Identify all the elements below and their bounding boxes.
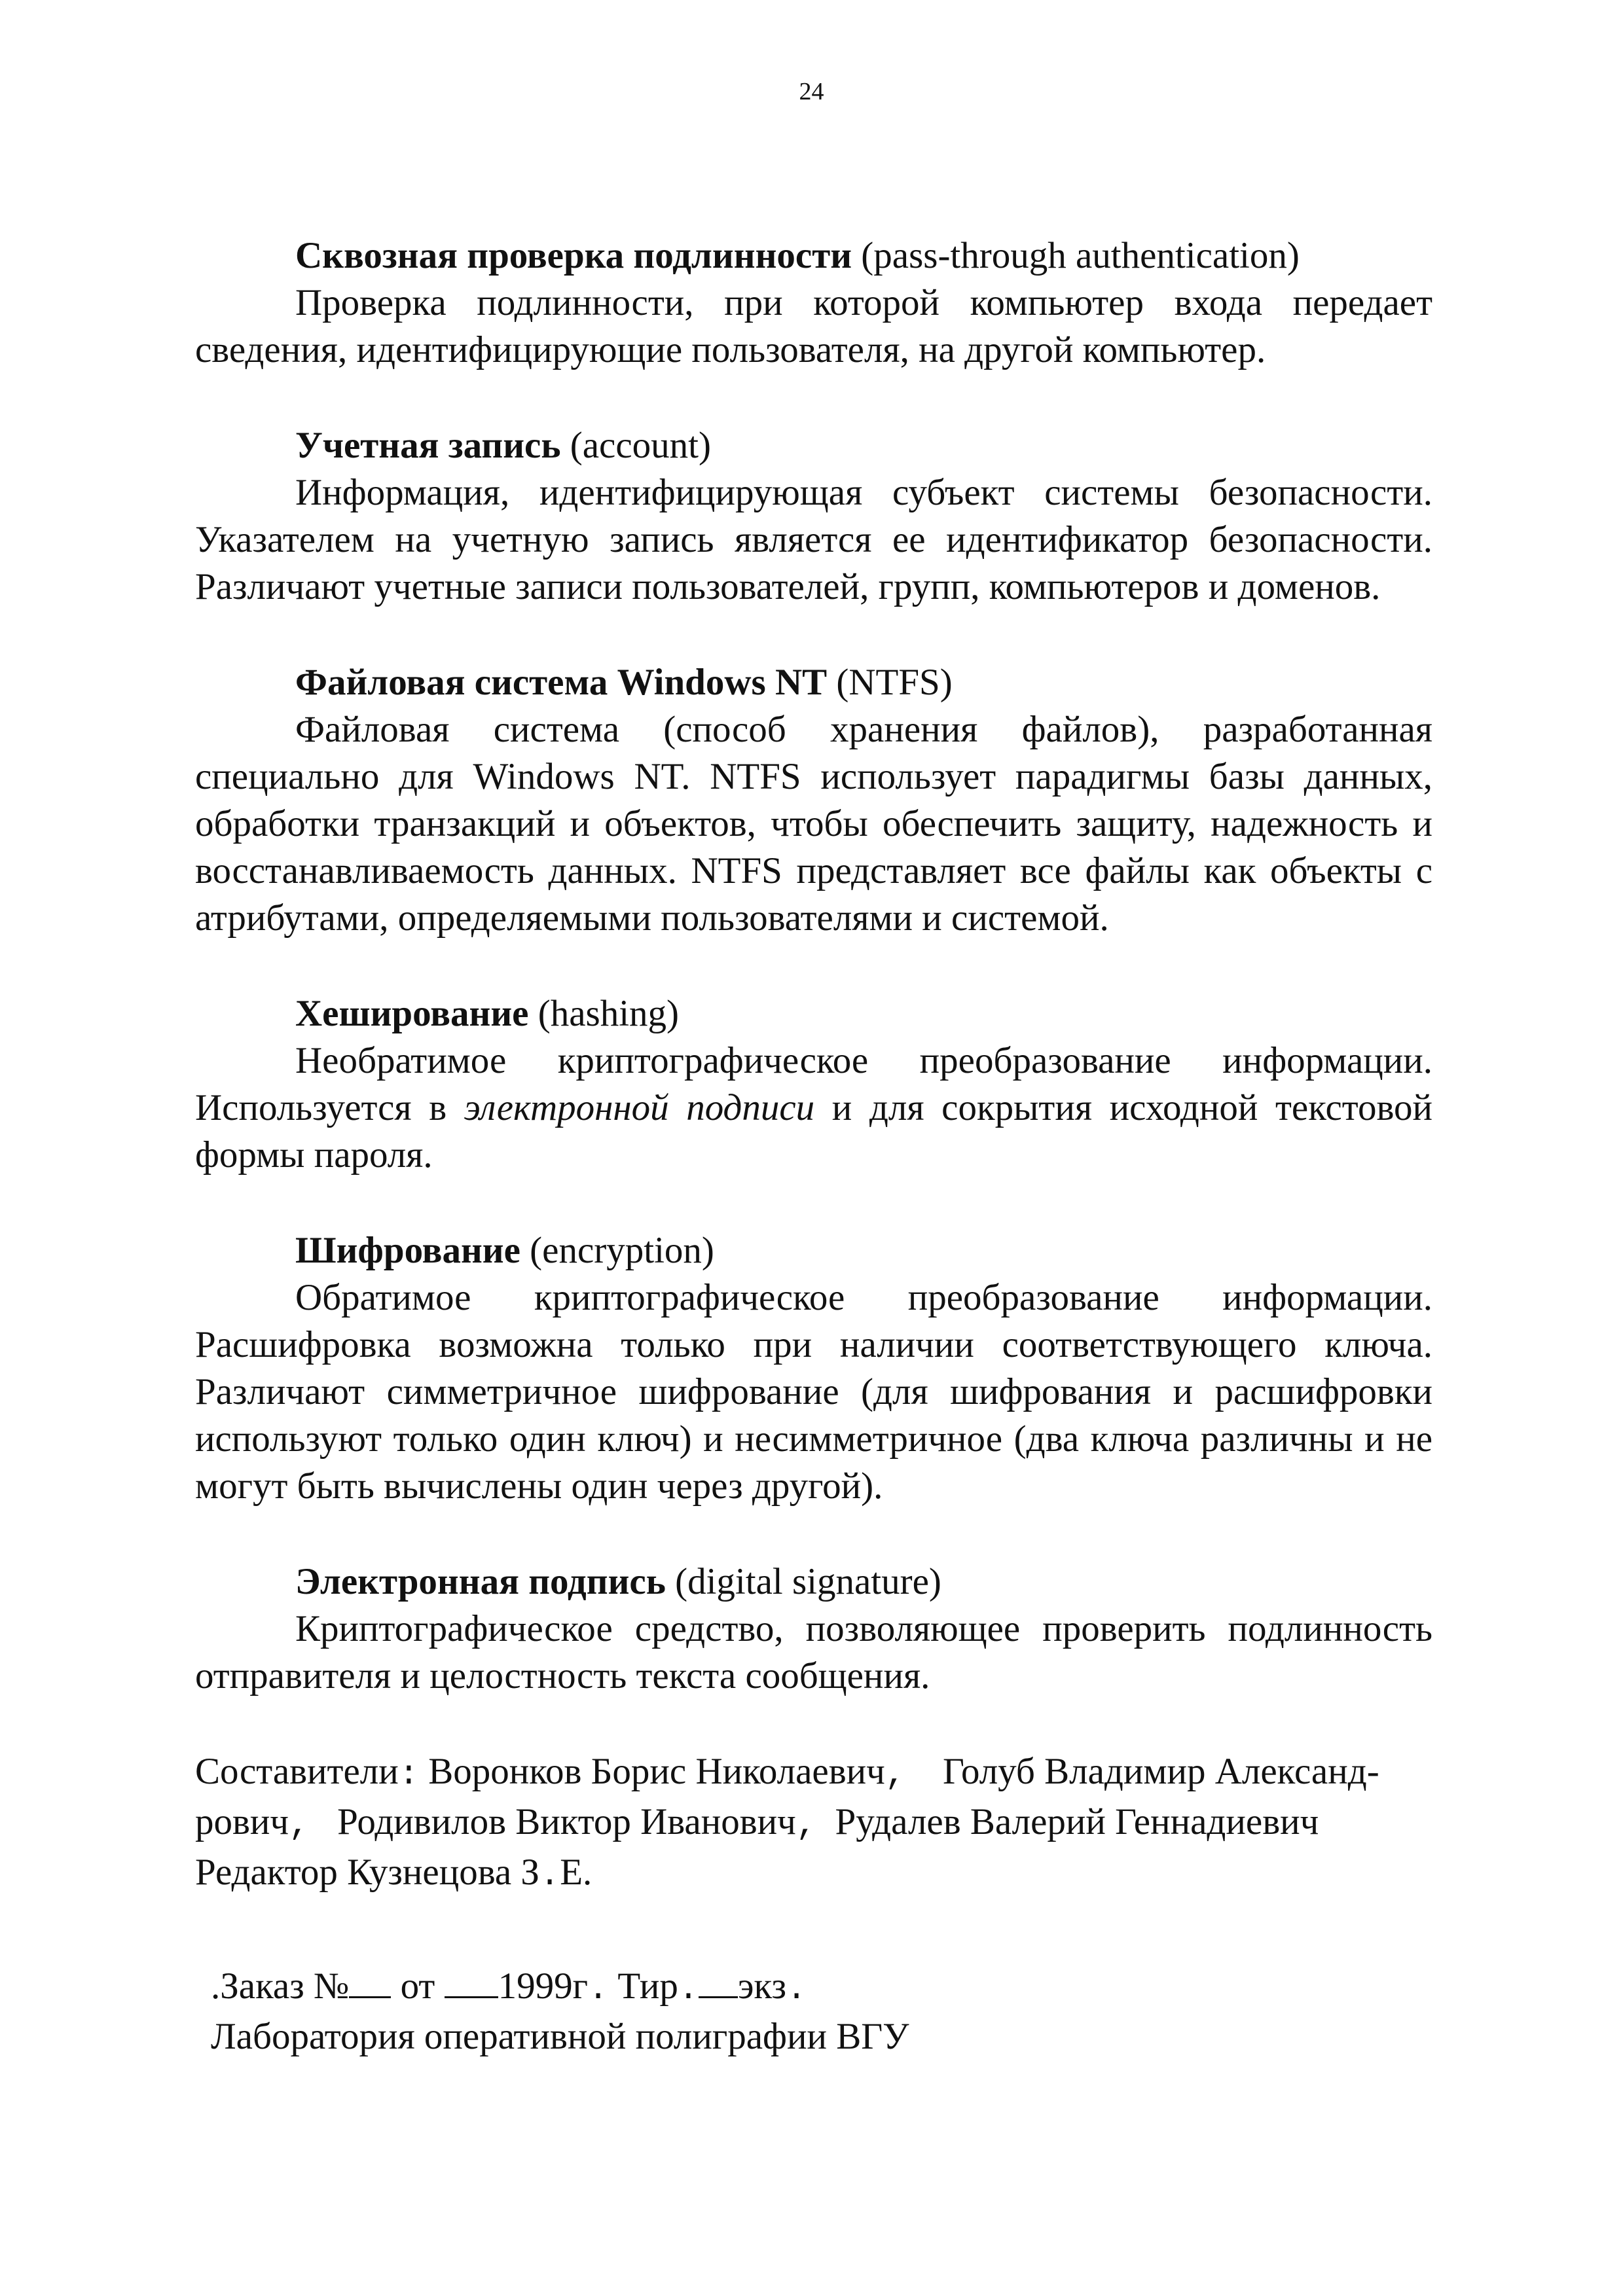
glossary-entry	[195, 232, 1432, 374]
definition-text: Необратимое криптографическое преобразование информации. Используется в	[195, 1040, 1432, 1128]
comma: ,	[884, 1755, 906, 1794]
print-run-label: Тир	[617, 1965, 678, 2007]
term-english: (digital signature)	[675, 1561, 941, 1602]
author-name: Родивилов Виктор Иванович	[337, 1801, 796, 1842]
term-english: (encryption)	[530, 1230, 714, 1271]
authors-line	[195, 1799, 1432, 1849]
editor-name: Е.	[560, 1852, 593, 1893]
dot: .	[587, 1970, 609, 2009]
definition-text: и для сокрытия исходной текстовой формы пароля.	[195, 1087, 1432, 1175]
lab-line: Лаборатория оперативной полиграфии ВГУ	[211, 2016, 909, 2057]
glossary-entry	[195, 1227, 1432, 1510]
term-title: Хеширование	[295, 993, 529, 1034]
glossary-term	[195, 1227, 1432, 1274]
editor-name: Кузнецова З	[347, 1852, 539, 1893]
imprint	[195, 1962, 1432, 2060]
term-english: (account)	[570, 425, 711, 466]
print-run-blank	[699, 1962, 738, 1998]
comma: ,	[795, 1806, 817, 1844]
glossary-term	[195, 232, 1432, 279]
date-blank	[445, 1962, 498, 1998]
glossary-definition: Обратимое криптографическое преобразование информации. Расшифровка возможна только при наличии соответствующего ключа. Различают симметричное шифрование (для шифрования и расшифровки используют только один ключ) и несимметричное (два ключа различны и не могут быть вычислены один через другой).	[195, 1277, 1432, 1507]
term-title: Учетная запись	[295, 425, 561, 466]
author-name: Рудалев Валерий Геннадиевич	[835, 1801, 1319, 1842]
author-name: рович	[195, 1801, 289, 1842]
colon: :	[398, 1755, 419, 1794]
glossary-definition: Проверка подлинности, при которой компьютер входа передает сведения, идентифицирующие пользователя, на другой компьютер.	[195, 282, 1432, 370]
copies-label: экз	[738, 1965, 786, 2007]
glossary-entry	[195, 422, 1432, 611]
dot: .	[678, 1970, 699, 2009]
editor-label: Редактор	[195, 1852, 338, 1893]
from-label: от	[400, 1965, 435, 2007]
glossary-definition: Криптографическое средство, позволяющее проверить подлинность отправителя и целостность текста сообщения.	[195, 1608, 1432, 1696]
editor-line	[195, 1849, 1432, 1899]
author-name: Воронков Борис Николаевич	[428, 1751, 885, 1792]
glossary-term	[195, 990, 1432, 1037]
glossary-term	[195, 659, 1432, 706]
credits	[195, 1748, 1432, 1899]
term-title: Сквозная проверка подлинности	[295, 235, 852, 276]
year: 1999г	[498, 1965, 588, 2007]
glossary-term	[195, 422, 1432, 469]
cross-reference: электронной подписи	[464, 1087, 815, 1128]
order-label: .Заказ №	[211, 1965, 350, 2007]
term-title: Электронная подпись	[295, 1561, 666, 1602]
authors-label: Составители	[195, 1751, 399, 1792]
glossary-entry	[195, 1558, 1432, 1700]
document-body	[195, 232, 1432, 2060]
dot: .	[786, 1970, 807, 2009]
glossary-entry	[195, 990, 1432, 1179]
page-number: 24	[799, 78, 824, 105]
glossary-definition: Файловая система (способ хранения файлов), разработанная специально для Windows NT. NTFS использует парадигмы базы данных, обработки транзакций и объектов, чтобы обеспечить защиту, надежность и восстанавливаемость данных. NTFS представляет все файлы как объекты с атрибутами, определяемыми пользователями и системой.	[195, 709, 1432, 939]
glossary-definition	[195, 1037, 1432, 1179]
authors-line	[195, 1748, 1432, 1799]
glossary-term	[195, 1558, 1432, 1605]
dot: .	[539, 1856, 560, 1895]
glossary-entry	[195, 659, 1432, 942]
glossary-definition: Информация, идентифицирующая субъект системы безопасности. Указателем на учетную запись является ее идентификатор безопасности. Различают учетные записи пользователей, групп, компьютеров и доменов.	[195, 472, 1432, 607]
term-title: Файловая система Windows NT	[295, 662, 828, 703]
comma: ,	[289, 1806, 310, 1844]
term-title: Шифрование	[295, 1230, 520, 1271]
term-english: (NTFS)	[836, 662, 953, 703]
order-number-blank	[349, 1962, 391, 1998]
author-name: Голуб Владимир Александ-	[943, 1751, 1379, 1792]
term-english: (hashing)	[538, 993, 680, 1034]
term-english: (pass-through authentication)	[861, 235, 1300, 276]
order-line	[211, 1962, 1432, 2013]
